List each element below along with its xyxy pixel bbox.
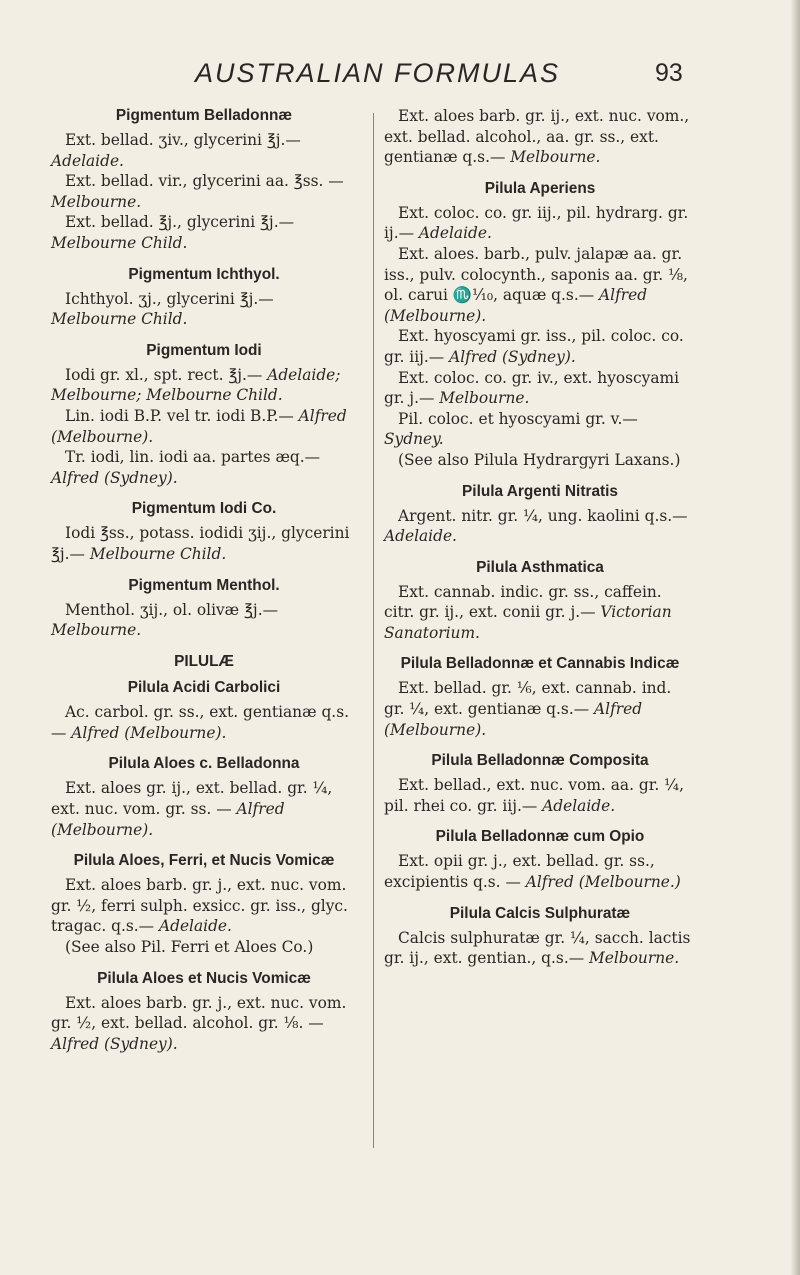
- formula-source: Melbourne Child.: [51, 233, 188, 252]
- formula-title: Pilula Belladonnæ et Cannabis Indicæ: [400, 655, 680, 673]
- formula-text: [51, 171, 357, 212]
- formula-text: [384, 851, 696, 892]
- formula-text: [51, 993, 357, 1055]
- formula-source: Alfred (Melbourne).: [71, 723, 227, 742]
- formula-title: Pilula Aloes, Ferri, et Nucis Vomicæ: [73, 852, 335, 870]
- left-column: [51, 106, 357, 1065]
- formula-entry: [384, 558, 696, 644]
- formula-title: Pigmentum Iodi Co.: [131, 500, 277, 518]
- formula-title: Pilula Argenti Nitratis: [462, 482, 618, 500]
- running-title: AUSTRALIAN FORMULAS: [195, 58, 561, 88]
- formula-entry: [51, 576, 357, 641]
- formula-source: Alfred (Melbourne).: [51, 406, 347, 446]
- formula-source: Melbourne.: [510, 148, 601, 167]
- formula-source: Adelaide.: [418, 224, 492, 243]
- formula-title: Pigmentum Ichthyol.: [128, 265, 280, 283]
- formula-ingredients: Ext. opii gr. j., ext. bellad. gr. ss., excipientis q.s. —: [384, 852, 655, 892]
- formula-entry: [51, 265, 357, 330]
- formula-text: [51, 523, 357, 564]
- formula-title: Pilula Belladonnæ cum Opio: [435, 828, 645, 846]
- formula-text: [384, 106, 696, 168]
- formula-text: [51, 406, 357, 447]
- formula-source: Adelaide.: [51, 151, 124, 170]
- formula-source: Sydney.: [384, 430, 444, 449]
- formula-ingredients: Ext. coloc. co. gr. iij., pil. hydrarg. gr. ij.—: [384, 203, 689, 243]
- formula-title: Pigmentum Menthol.: [128, 576, 280, 594]
- formula-text: [51, 937, 357, 958]
- formula-text: [384, 409, 696, 450]
- formula-text: [51, 600, 357, 641]
- formula-source: Melbourne.: [51, 192, 142, 211]
- formula-ingredients: Ext. bellad. ʒiv., glycerini ℥j.—: [65, 131, 301, 149]
- formula-ingredients: Ext. bellad. ℥j., glycerini ℥j.—: [65, 213, 294, 232]
- formula-text: [384, 203, 696, 244]
- formula-source: Alfred (Sydney).: [51, 468, 178, 487]
- formula-ingredients: Argent. nitr. gr. ¼, ung. kaolini q.s.—: [398, 506, 688, 525]
- formula-ingredients: Ext. aloes gr. ij., ext. bellad. gr. ¼, ext. nuc. vom. gr. ss. —: [51, 779, 333, 819]
- formula-ingredients: Ext. cannab. indic. gr. ss., caffein. citr. gr. ij., ext. conii gr. j.—: [384, 582, 662, 622]
- formula-source: Victorian Sanatorium.: [384, 603, 672, 642]
- formula-ingredients: Ext. aloes barb. gr. ij., ext. nuc. vom., ext. bellad. alcohol., aa. gr. ss., ext. gentianæ q.s.—: [384, 107, 690, 167]
- formula-ingredients: Ext. coloc. co. gr. iv., ext. hyoscyami gr. j.—: [384, 368, 680, 408]
- formula-source: Melbourne.: [589, 949, 680, 968]
- formula-text: [384, 582, 696, 644]
- formula-title: Pilula Acidi Carbolici: [127, 679, 281, 697]
- formula-text: [51, 212, 357, 253]
- formula-entry: [51, 341, 357, 489]
- section-title-pilulae: PILULÆ: [174, 652, 234, 670]
- formula-entry: [384, 654, 696, 740]
- formula-ingredients: Ext. bellad. gr. ⅙, ext. cannab. ind. gr. ¼, ext. gentianæ q.s.—: [384, 679, 672, 719]
- formula-source: Melbourne.: [51, 621, 142, 640]
- formula-ingredients: Ext. hyoscyami gr. iss., pil. coloc. co. gr. iij.—: [384, 327, 684, 366]
- page-header: [0, 58, 800, 92]
- formula-source: Adelaide; Melbourne; Melbourne Child.: [51, 365, 341, 405]
- formula-title: Pigmentum Iodi: [146, 341, 262, 359]
- formula-source: Melbourne Child.: [51, 310, 188, 329]
- formula-text: [51, 365, 357, 406]
- formula-source: Alfred (Melbourne).: [384, 700, 643, 739]
- formula-entry: [384, 179, 696, 471]
- formula-ingredients: (See also Pilula Hydrargyri Laxans.): [398, 450, 681, 469]
- formula-source: Adelaide.: [384, 527, 457, 546]
- formula-ingredients: Ext. bellad. vir., glycerini aa. ℥ss. —: [65, 172, 344, 191]
- right-column: [384, 106, 696, 980]
- formula-text: [384, 450, 696, 471]
- formula-title: Pilula Calcis Sulphuratæ: [449, 904, 631, 922]
- formula-text: [51, 447, 357, 488]
- page-number: 93: [655, 59, 683, 87]
- formula-text: [51, 702, 357, 743]
- formula-source: Alfred (Melbourne).: [384, 286, 648, 325]
- formula-text: [384, 244, 696, 326]
- formula-source: Melbourne.: [439, 389, 530, 408]
- formula-text: [51, 130, 357, 171]
- formula-text: [384, 928, 696, 969]
- formula-entry: [384, 751, 696, 816]
- formula-text: [384, 368, 696, 409]
- formula-source: Alfred (Sydney).: [449, 347, 576, 366]
- formula-text: [384, 678, 696, 740]
- column-divider: [373, 113, 374, 1148]
- formula-ingredients: Calcis sulphuratæ gr. ¼, sacch. lactis gr. ij., ext. gentian., q.s.—: [384, 928, 691, 968]
- formula-ingredients: Pil. coloc. et hyoscyami gr. v.—: [398, 409, 638, 428]
- formula-title: Pilula Belladonnæ Composita: [431, 752, 649, 770]
- formula-ingredients: Ext. bellad., ext. nuc. vom. aa. gr. ¼, pil. rhei co. gr. iij.—: [384, 776, 684, 815]
- formula-ingredients: Ichthyol. ʒj., glycerini ℥j.—: [65, 289, 274, 308]
- formula-ingredients: (See also Pil. Ferri et Aloes Co.): [65, 938, 314, 957]
- formula-title: Pigmentum Belladonnæ: [115, 107, 293, 124]
- formula-source: Alfred (Sydney).: [51, 1034, 178, 1053]
- formula-entry: [51, 754, 357, 840]
- page-edge-shadow: [790, 0, 800, 1275]
- formula-entry: [384, 482, 696, 547]
- formula-text: [384, 506, 696, 547]
- formula-source: Alfred (Melbourne.): [525, 873, 681, 892]
- formula-ingredients: Tr. iodi, lin. iodi aa. partes æq.—: [65, 448, 321, 467]
- formula-source: Alfred (Melbourne).: [51, 800, 285, 839]
- formula-source: Adelaide.: [542, 796, 616, 815]
- formula-ingredients: Iodi ℥ss., potass. iodidi ʒij., glycerini ℥j.—: [51, 524, 350, 563]
- formula-source: Adelaide.: [158, 917, 232, 936]
- formula-ingredients: Ext. aloes. barb., pulv. jalapæ aa. gr. iss., pulv. colocynth., saponis aa. gr. ⅛, ol. carui ♏⅒, aquæ q.s.—: [384, 244, 688, 305]
- formula-entry: [51, 851, 357, 957]
- formula-entry: [384, 827, 696, 892]
- formula-ingredients: Lin. iodi B.P. vel tr. iodi B.P.—: [65, 406, 294, 425]
- formula-title: Pilula Asthmatica: [476, 558, 604, 576]
- formula-entry: [51, 106, 357, 254]
- formula-title: Pilula Aperiens: [484, 179, 596, 197]
- formula-text: [384, 775, 696, 816]
- formula-ingredients: Iodi gr. xl., spt. rect. ℥j.—: [65, 365, 263, 384]
- formula-source: Melbourne Child.: [89, 544, 227, 563]
- formula-ingredients: Ac. carbol. gr. ss., ext. gentianæ q.s.—: [51, 703, 349, 742]
- formula-text: [51, 778, 357, 840]
- formula-text: [51, 289, 357, 330]
- formula-entry: [384, 904, 696, 969]
- formula-title: Pilula Aloes et Nucis Vomicæ: [97, 969, 311, 987]
- formula-ingredients: Menthol. ʒij., ol. olivæ ℥j.—: [65, 600, 278, 619]
- formula-entry: [51, 499, 357, 564]
- formula-ingredients: Ext. aloes barb. gr. j., ext. nuc. vom. gr. ½, ferri sulph. exsicc. gr. iss., glyc. tragac. q.s.—: [51, 876, 348, 936]
- formula-title: Pilula Aloes c. Belladonna: [108, 755, 300, 773]
- formula-text: [51, 875, 357, 937]
- formula-entry: [51, 678, 357, 743]
- formula-ingredients: Ext. aloes barb. gr. j., ext. nuc. vom. gr. ½, ext. bellad. alcohol. gr. ⅛. —: [51, 993, 347, 1033]
- formula-entry: [51, 969, 357, 1055]
- formula-text: [384, 326, 696, 367]
